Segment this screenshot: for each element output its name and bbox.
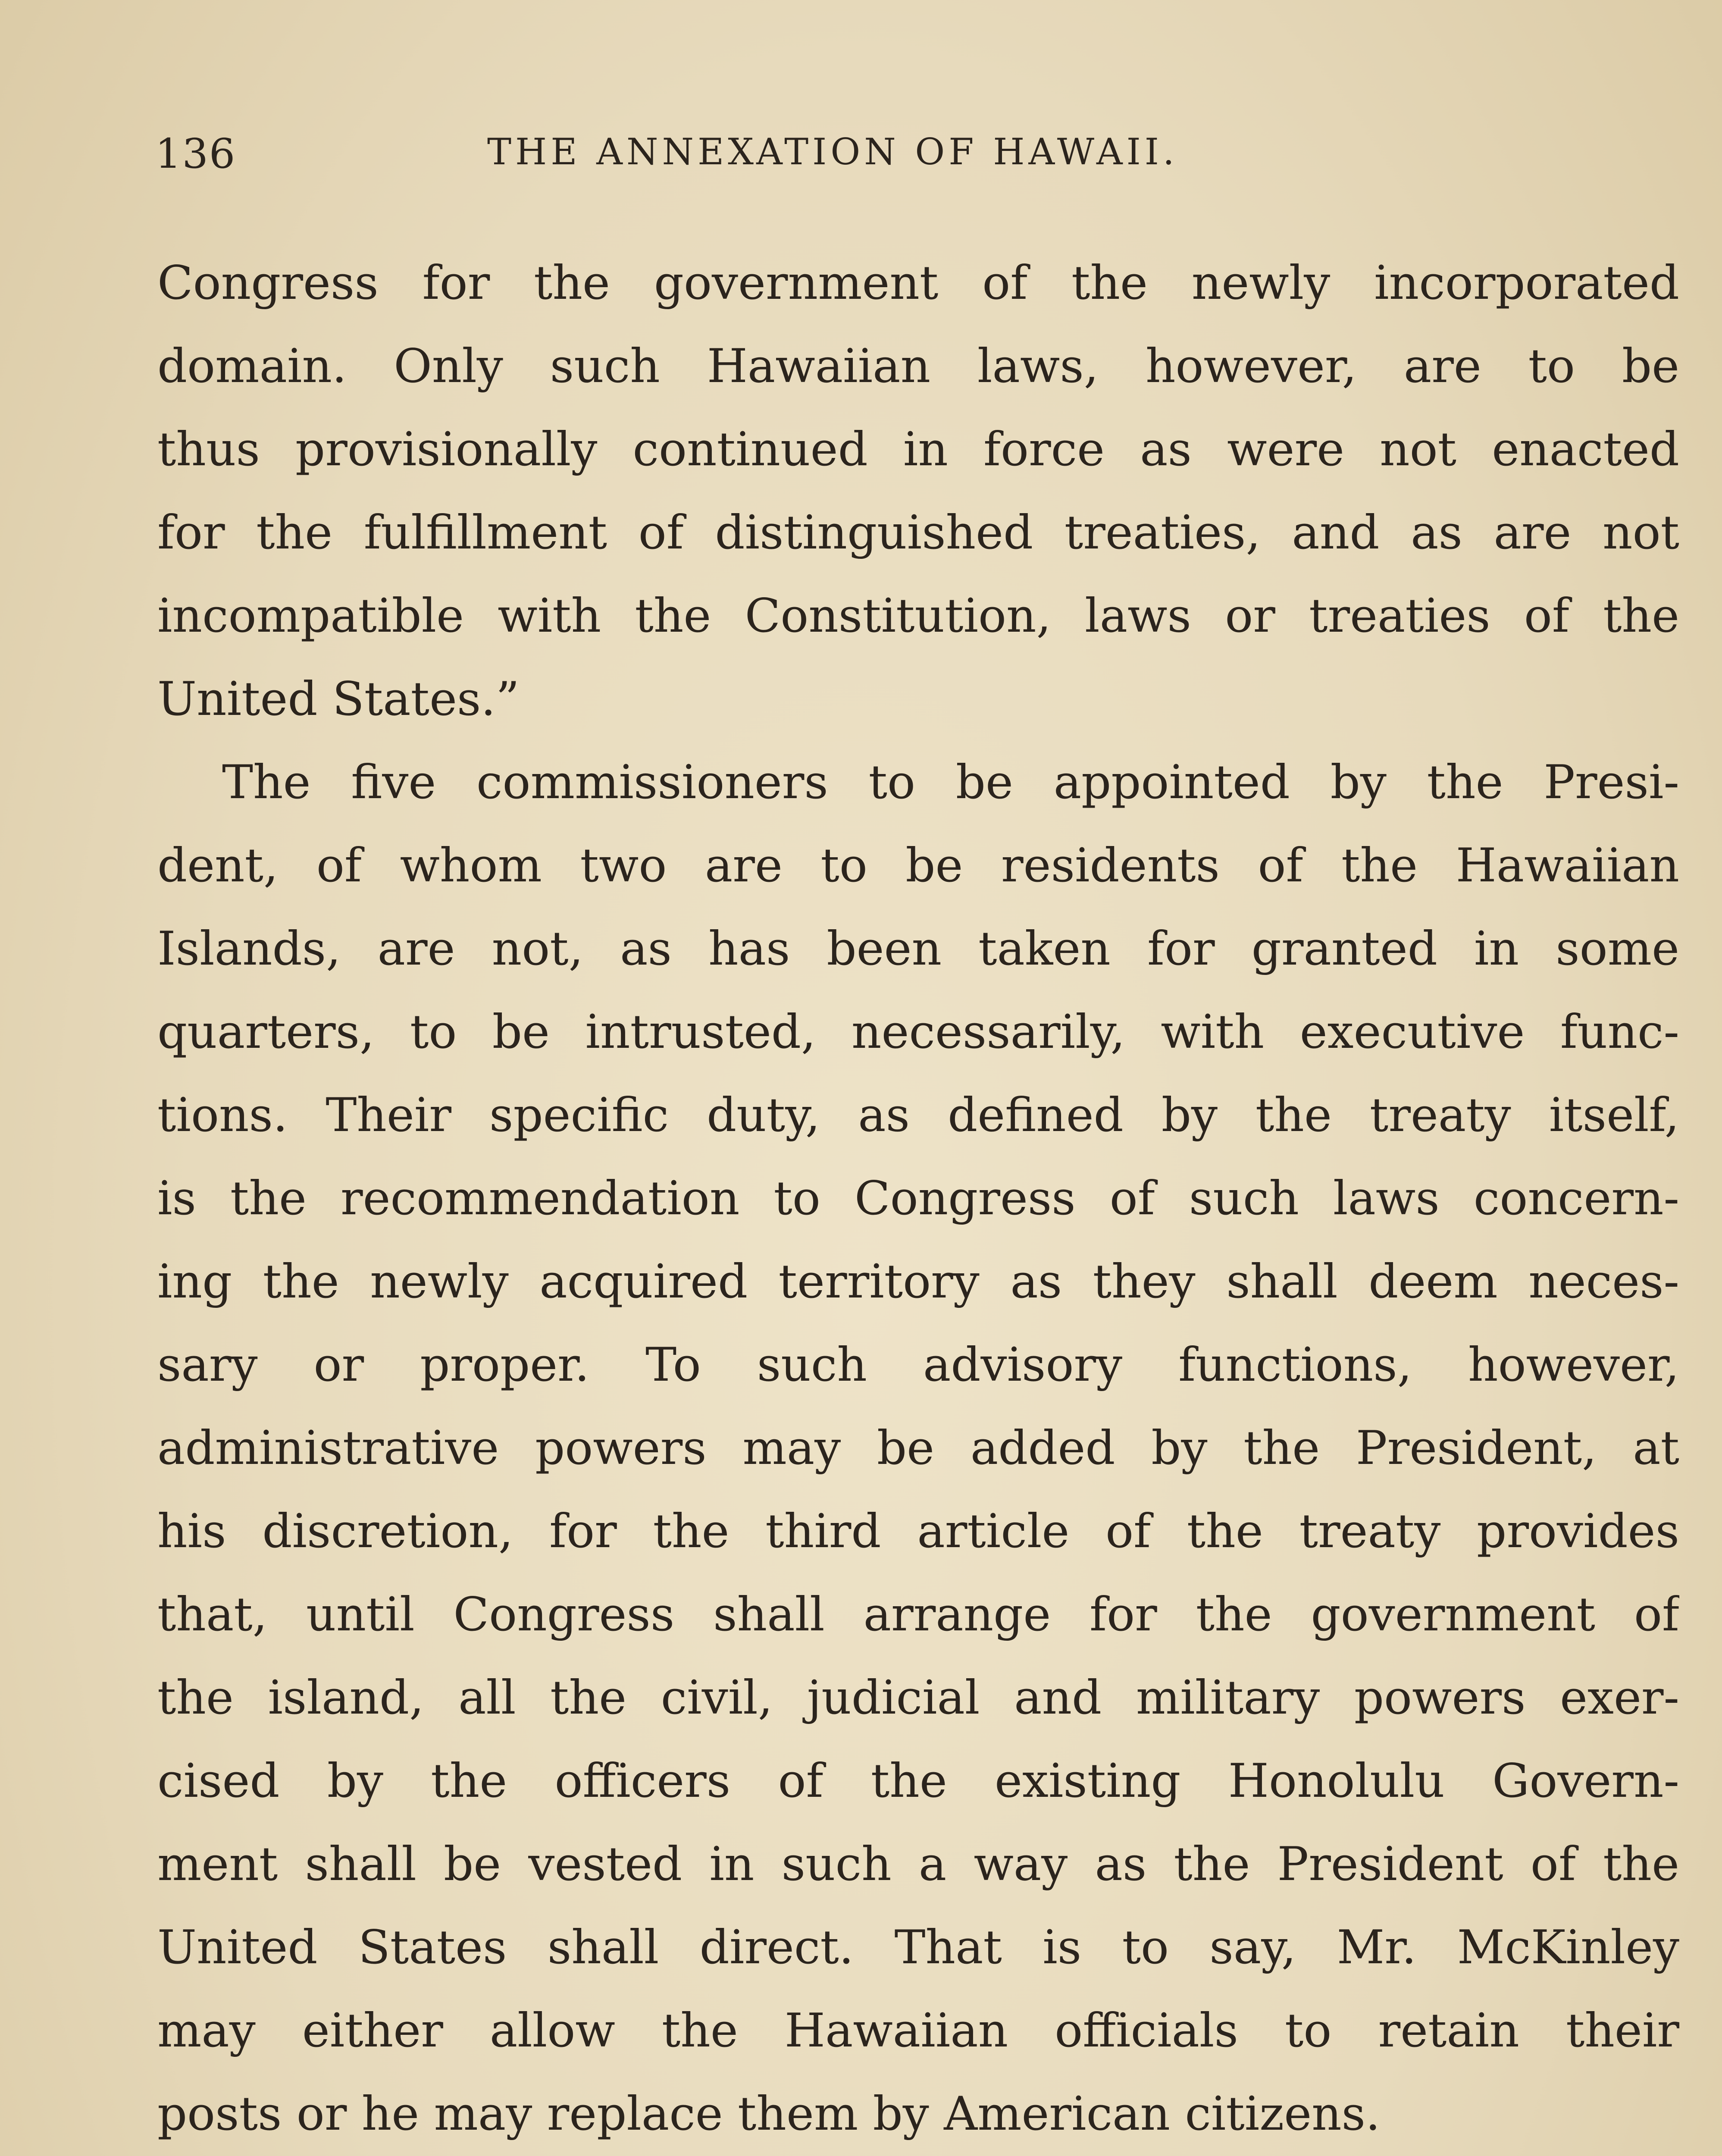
text-line: The five commissioners to be appointed by the Presi- <box>222 755 1679 809</box>
text-line: United States shall direct. That is to say, Mr. McKinley <box>157 1921 1679 1974</box>
text-line: sary or proper. To such advisory functions, however, <box>157 1338 1679 1392</box>
text-line: administrative powers may be added by the President, at <box>157 1421 1679 1475</box>
text-line: may either allow the Hawaiian officials to retain their <box>157 2004 1679 2058</box>
text-line: the island, all the civil, judicial and military powers exer- <box>157 1671 1679 1725</box>
page-number: 136 <box>155 130 236 178</box>
text-line: United States.” <box>157 672 520 726</box>
text-line: is the recommendation to Congress of such laws concern- <box>157 1172 1679 1225</box>
text-line: Congress for the government of the newly incorporated <box>157 256 1679 310</box>
text-line: domain. Only such Hawaiian laws, however, are to be <box>157 339 1679 393</box>
text-line: his discretion, for the third article of the treaty provides <box>157 1504 1679 1558</box>
body-text <box>157 241 1679 2156</box>
text-line: thus provisionally continued in force as were not enacted <box>157 423 1679 476</box>
text-line: ing the newly acquired territory as they shall deem neces- <box>157 1255 1679 1309</box>
text-line: for the fulfillment of distinguished treaties, and as are not <box>157 506 1679 560</box>
text-line: ment shall be vested in such a way as the President of the <box>157 1837 1679 1891</box>
text-line: incompatible with the Constitution, laws or treaties of the <box>157 589 1679 643</box>
text-line: cised by the officers of the existing Honolulu Govern- <box>157 1754 1679 1808</box>
text-line: quarters, to be intrusted, necessarily, with executive func- <box>157 1005 1679 1059</box>
running-head: THE ANNEXATION OF HAWAII. <box>487 131 1178 173</box>
text-line: tions. Their specific duty, as defined by the treaty itself, <box>157 1088 1679 1142</box>
text-line: dent, of whom two are to be residents of the Hawaiian <box>157 839 1679 893</box>
text-line: Islands, are not, as has been taken for granted in some <box>157 922 1679 976</box>
page-header <box>129 125 1703 190</box>
text-line: that, until Congress shall arrange for the government of <box>157 1588 1679 1642</box>
text-line: posts or he may replace them by American citizens. <box>157 2087 1381 2141</box>
